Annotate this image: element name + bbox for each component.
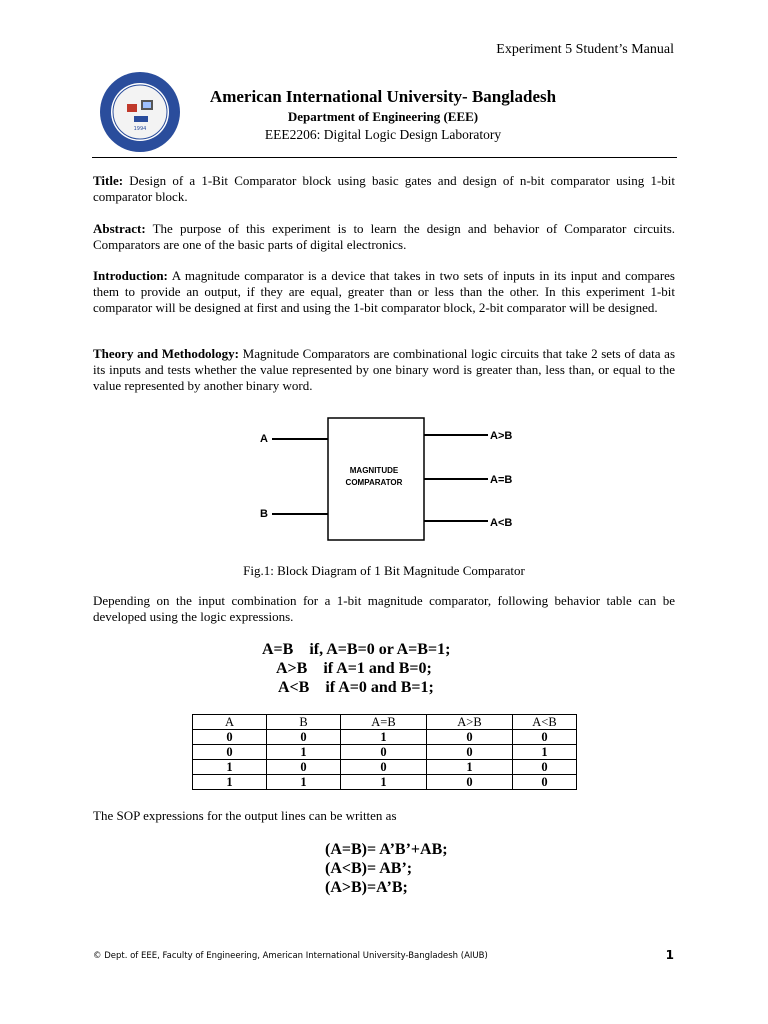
logic-expression-gt: A>B if A=1 and B=0; (276, 660, 432, 677)
sop-intro: The SOP expressions for the output lines can be written as (93, 808, 397, 823)
svg-text:1994: 1994 (133, 126, 147, 132)
table-cell: 1 (267, 775, 341, 790)
block-label-line1: MAGNITUDE (349, 466, 399, 475)
behavior-intro: Depending on the input combination for a 1-bit magnitude comparator, following behavior table can be developed using the logic expressions. (93, 593, 675, 624)
sop-expressions (325, 840, 565, 897)
table-cell: 0 (193, 745, 267, 760)
table-cell: 0 (267, 730, 341, 745)
introduction-label: Introduction: (93, 268, 168, 283)
abstract-label: Abstract: (93, 221, 146, 236)
block-label-line2: COMPARATOR (345, 478, 403, 487)
university-logo (98, 70, 182, 154)
table-cell: 0 (341, 745, 427, 760)
theory-section (93, 346, 675, 394)
output-gt-label: A>B (490, 430, 513, 442)
table-cell: 0 (513, 730, 577, 745)
university-heading (200, 86, 566, 144)
logic-expressions (262, 640, 522, 697)
abstract-text: The purpose of this experiment is to learn the design and behavior of Comparator circuits. Comparators are one of the basic parts of digital electronics. (93, 221, 676, 252)
introduction-text: A magnitude comparator is a device that takes in two sets of inputs in its input and compares them to provide an output, if they are equal, greater than or less than the other. In this experiment 1-bit comparator will be designed at first and using the 1-bit comparator block, 2-bit comparator will be designed. (93, 268, 675, 315)
table-cell: 0 (193, 730, 267, 745)
table-row (193, 745, 577, 760)
table-cell: 1 (427, 760, 513, 775)
table-cell: 0 (341, 760, 427, 775)
introduction-section (93, 268, 675, 316)
manual-header: Experiment 5 Student’s Manual (496, 42, 674, 57)
truth-table (192, 714, 577, 790)
input-a-label: A (260, 433, 268, 445)
table-cell: 1 (193, 775, 267, 790)
theory-text: Magnitude Comparators are combinational logic circuits that take 2 sets of data as its inputs and tests whether the value represented by one binary word is greater than, less than, or equal to the value represented by another binary word. (93, 346, 676, 393)
table-row (193, 775, 577, 790)
table-header-row (193, 715, 577, 730)
header-divider (92, 157, 677, 158)
table-row (193, 760, 577, 775)
course-name: EEE2206: Digital Logic Design Laboratory (264, 127, 502, 142)
table-row (193, 730, 577, 745)
header-cell: A<B (513, 715, 577, 730)
sop-expression-eq: (A=B)= A’B’+AB; (325, 841, 448, 858)
table-cell: 0 (513, 775, 577, 790)
input-b-label: B (260, 508, 268, 520)
truth-table-wrapper (192, 714, 577, 790)
university-name: American International University- Bangladesh (209, 87, 557, 106)
title-text: Design of a 1-Bit Comparator block using basic gates and design of n-bit comparator using 1-bit comparator block. (93, 173, 675, 204)
logic-expression-lt: A<B if A=0 and B=1; (278, 679, 434, 696)
header-cell: A (193, 715, 267, 730)
footer-copyright: © Dept. of EEE, Faculty of Engineering, American International University-Bangladesh (AIUB) (93, 951, 488, 961)
table-cell: 1 (341, 775, 427, 790)
theory-label: Theory and Methodology: (93, 346, 239, 361)
table-cell: 0 (267, 760, 341, 775)
table-cell: 0 (427, 745, 513, 760)
logic-expression-eq: A=B if, A=B=0 or A=B=1; (262, 641, 451, 658)
header-cell: A=B (341, 715, 427, 730)
table-cell: 1 (341, 730, 427, 745)
table-cell: 0 (513, 760, 577, 775)
table-cell: 1 (267, 745, 341, 760)
header-cell: A>B (427, 715, 513, 730)
title-section (93, 173, 675, 205)
sop-expression-gt: (A>B)=A’B; (325, 879, 408, 896)
department-name: Department of Engineering (EEE) (287, 109, 479, 124)
title-label: Title: (93, 173, 124, 188)
output-lt-label: A<B (490, 517, 513, 529)
abstract-section (93, 221, 675, 253)
table-cell: 0 (427, 730, 513, 745)
sop-expression-lt: (A<B)= AB’; (325, 860, 413, 877)
output-eq-label: A=B (490, 474, 513, 486)
table-cell: 1 (193, 760, 267, 775)
figure-caption: Fig.1: Block Diagram of 1 Bit Magnitude Comparator (243, 563, 525, 578)
table-cell: 0 (427, 775, 513, 790)
page-number: 1 (665, 948, 674, 962)
header-cell: B (267, 715, 341, 730)
table-cell: 1 (513, 745, 577, 760)
block-diagram (250, 410, 530, 550)
